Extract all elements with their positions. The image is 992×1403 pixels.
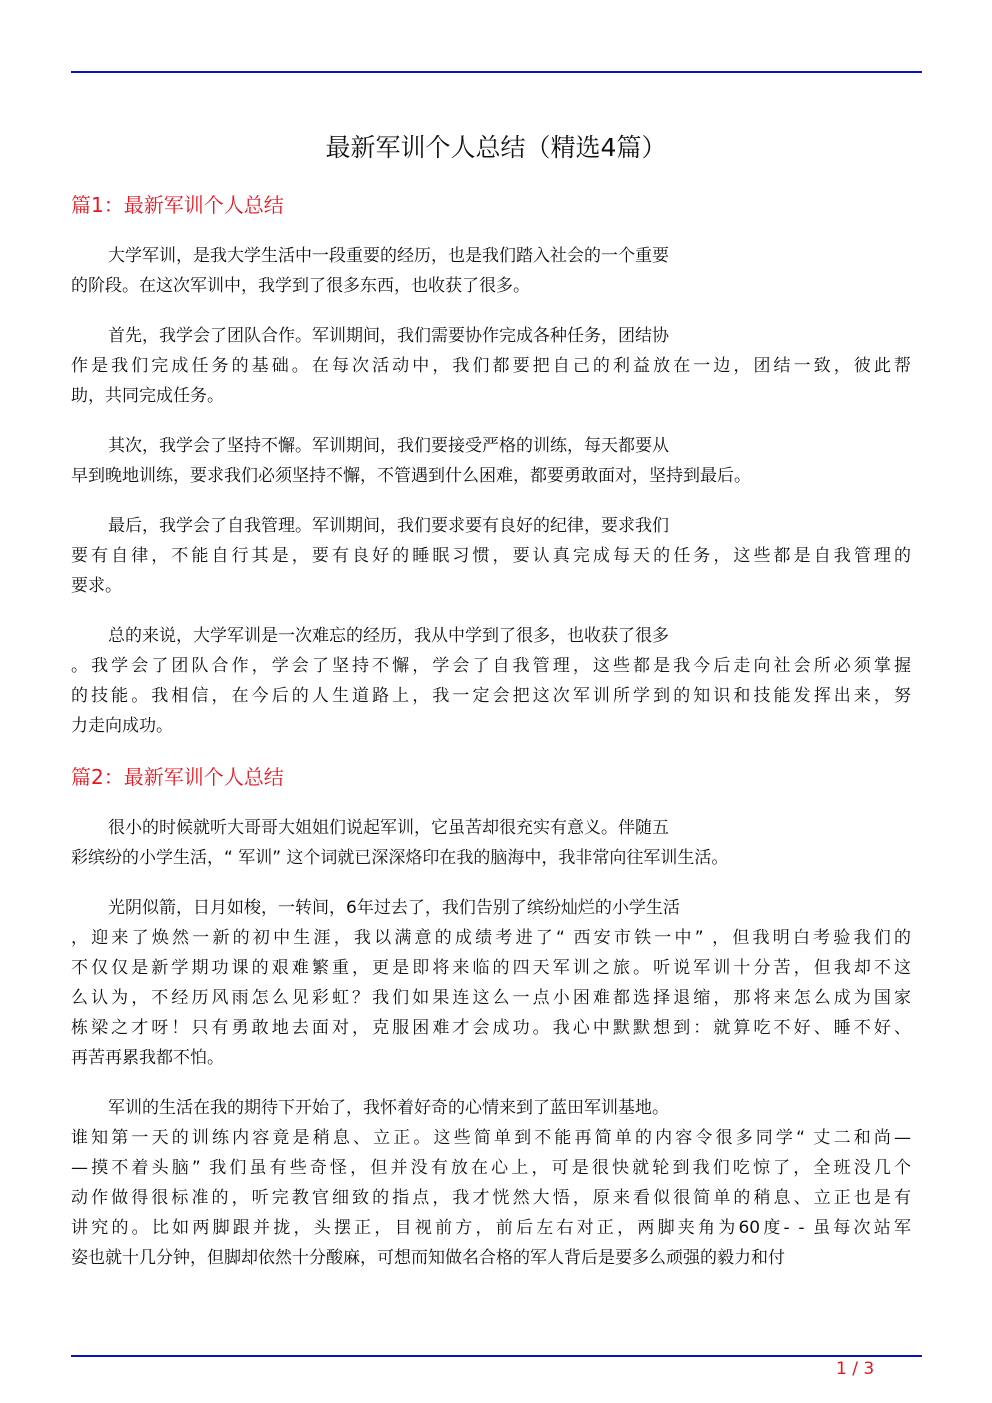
paragraph-line: 大学军训，是我大学生活中一段重要的经历，也是我们踏入社会的一个重要 [108, 246, 669, 266]
paragraph-line: 姿也就十几分钟，但脚却依然十分酸麻，可想而知做名合格的军人背后是要多么顽强的毅力和付 [71, 1248, 785, 1268]
header-rule [71, 71, 922, 73]
paragraph-line: 动作做得很标准的，听完教官细致的指点，我才恍然大悟，原来看似很简单的稍息、立正也是有 [71, 1188, 911, 1208]
paragraph-line: 首先，我学会了团队合作。军训期间，我们需要协作完成各种任务，团结协 [108, 326, 669, 346]
paragraph-line: 不仅仅是新学期功课的艰难繁重，更是即将来临的四天军训之旅。听说军训十分苦，但我却不这 [71, 958, 911, 978]
paragraph-line: —摸不着头脑” 我们虽有些奇怪，但并没有放在心上，可是很快就轮到我们吃惊了，全班没几个 [71, 1158, 911, 1178]
paragraph-line: 么认为，不经历风雨怎么见彩虹？我们如果连这么一点小困难都选择退缩，那将来怎么成为国家 [71, 988, 911, 1008]
paragraph-line: 总的来说，大学军训是一次难忘的经历，我从中学到了很多，也收获了很多 [108, 626, 669, 646]
paragraph-line: 很小的时候就听大哥哥大姐姐们说起军训，它虽苦却很充实有意义。伴随五 [108, 818, 669, 838]
section-heading: 篇1：最新军训个人总结 [71, 193, 284, 217]
page-number: 1 / 3 [836, 1359, 875, 1379]
paragraph-line: ，迎来了焕然一新的初中生涯，我以满意的成绩考进了“ 西安市铁一中” ，但我明白考验我们的 [71, 928, 911, 948]
paragraph-line: 要求。 [71, 576, 122, 596]
paragraph-line: 要有自律，不能自行其是，要有良好的睡眠习惯，要认真完成每天的任务，这些都是自我管理的 [71, 546, 911, 566]
paragraph-line: 。我学会了团队合作，学会了坚持不懈，学会了自我管理，这些都是我今后走向社会所必须掌握 [71, 656, 911, 676]
section-heading: 篇2：最新军训个人总结 [71, 765, 284, 789]
paragraph-line: 力走向成功。 [71, 716, 173, 736]
paragraph-line: 彩缤纷的小学生活，“ 军训” 这个词就已深深烙印在我的脑海中，我非常向往军训生活。 [71, 848, 729, 868]
paragraph-line: 谁知第一天的训练内容竟是稍息、立正。这些简单到不能再简单的内容令很多同学“ 丈二和尚— [71, 1128, 911, 1148]
footer-rule [71, 1355, 922, 1357]
paragraph-line: 最后，我学会了自我管理。军训期间，我们要求要有良好的纪律，要求我们 [108, 516, 669, 536]
paragraph-line: 光阴似箭，日月如梭，一转间，6年过去了，我们告别了缤纷灿烂的小学生活 [108, 898, 680, 918]
paragraph-line: 讲究的。比如两脚跟并拢，头摆正，目视前方，前后左右对正，两脚夹角为60度- - 虽每次站军 [71, 1218, 911, 1238]
paragraph-line: 早到晚地训练，要求我们必须坚持不懈，不管遇到什么困难，都要勇敢面对，坚持到最后。 [71, 466, 751, 486]
document-title: 最新军训个人总结（精选4篇） [325, 133, 667, 162]
paragraph-line: 助，共同完成任务。 [71, 386, 224, 406]
paragraph-line: 其次，我学会了坚持不懈。军训期间，我们要接受严格的训练，每天都要从 [108, 436, 669, 456]
paragraph-line: 作是我们完成任务的基础。在每次活动中，我们都要把自己的利益放在一边，团结一致，彼此帮 [71, 356, 911, 376]
paragraph-line: 军训的生活在我的期待下开始了，我怀着好奇的心情来到了蓝田军训基地。 [108, 1098, 669, 1118]
paragraph-line: 再苦再累我都不怕。 [71, 1048, 224, 1068]
paragraph-line: 的技能。我相信，在今后的人生道路上，我一定会把这次军训所学到的知识和技能发挥出来，努 [71, 686, 911, 706]
paragraph-line: 栋梁之才呀！只有勇敢地去面对，克服困难才会成功。我心中默默想到：就算吃不好、睡不好、 [71, 1018, 911, 1038]
paragraph-line: 的阶段。在这次军训中，我学到了很多东西，也收获了很多。 [71, 276, 530, 296]
